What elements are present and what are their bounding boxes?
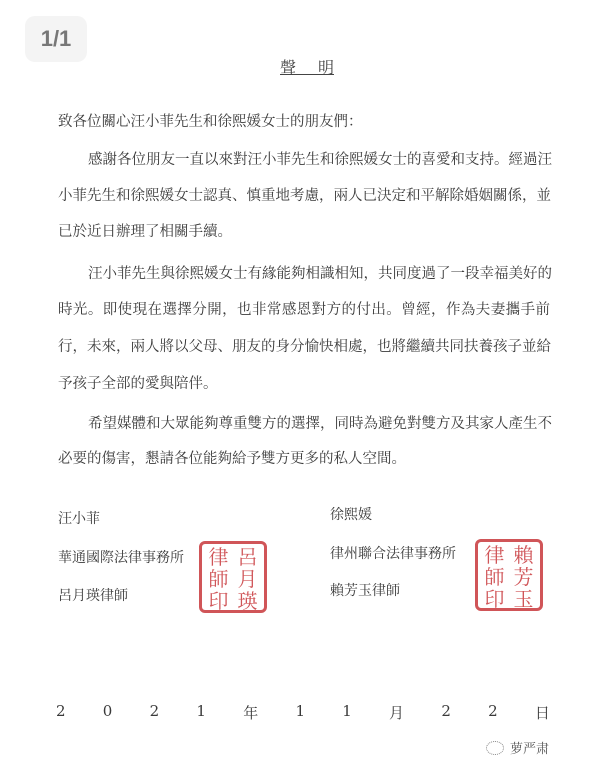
left-party-name: 汪小菲 (58, 511, 100, 527)
seal-char: 月 (237, 567, 258, 591)
right-law-firm: 律州聯合法律事務所 (330, 546, 456, 562)
body-line: 已於近日辦理了相關手續。 (58, 224, 232, 240)
body-line: 時光。即使現在選擇分開，也非常感恩對方的付出。曾經，作為夫妻攜手前 (58, 302, 550, 318)
seal-char: 玉 (513, 587, 534, 611)
left-law-firm: 華通國際法律事務所 (58, 550, 184, 566)
watermark-text: 萝严肃 (510, 742, 550, 757)
document-title: 聲明 (280, 58, 334, 77)
seal-char: 瑛 (237, 589, 258, 613)
seal-char: 印 (208, 589, 229, 613)
seal-char: 師 (208, 567, 229, 591)
date-char: 1 (342, 702, 352, 720)
seal-char: 師 (484, 565, 505, 589)
date-char: 1 (295, 702, 305, 720)
right-seal-stamp (475, 539, 543, 611)
body-line: 小菲先生和徐熙媛女士認真、慎重地考慮，兩人已決定和平解除婚姻關係，並 (58, 188, 551, 204)
right-party-name: 徐熙媛 (330, 507, 372, 523)
date-char: 1 (196, 702, 206, 720)
left-seal-stamp (199, 541, 267, 613)
body-line: 希望媒體和大眾能夠尊重雙方的選擇，同時為避免對雙方及其家人產生不 (88, 416, 552, 432)
date-char: 2 (56, 702, 66, 720)
date-char: 2 (488, 702, 498, 720)
seal-char: 芳 (513, 565, 534, 589)
date-char: 2 (149, 702, 160, 720)
seal-char: 印 (484, 587, 505, 611)
right-lawyer: 賴芳玉律師 (330, 583, 400, 599)
left-lawyer: 呂月瑛律師 (58, 588, 128, 604)
page-indicator: 1/1 (25, 16, 87, 62)
date-char: 0 (102, 702, 113, 720)
document-date (56, 702, 550, 723)
seal-char: 賴 (513, 543, 534, 567)
wechat-icon (486, 741, 504, 755)
body-line: 行，未來，兩人將以父母、朋友的身分愉快相處，也將繼續共同扶養孩子並給 (58, 339, 551, 355)
body-line: 感謝各位朋友一直以來對汪小菲先生和徐熙媛女士的喜愛和支持。經過汪 (88, 152, 552, 168)
seal-char: 律 (208, 545, 229, 569)
body-line: 汪小菲先生與徐熙媛女士有緣能夠相識相知，共同度過了一段幸福美好的 (88, 266, 552, 282)
date-char: 月 (389, 704, 405, 722)
body-line: 予孩子全部的愛與陪伴。 (58, 376, 218, 392)
seal-char: 律 (484, 543, 505, 567)
seal-char: 呂 (237, 545, 258, 569)
date-char: 年 (243, 704, 259, 722)
date-char: 日 (534, 704, 550, 722)
watermark (486, 738, 549, 757)
body-line: 必要的傷害，懇請各位能夠給予雙方更多的私人空間。 (58, 451, 406, 467)
salutation: 致各位關心汪小菲先生和徐熙媛女士的朋友們： (58, 114, 363, 130)
date-char: 2 (441, 702, 451, 720)
